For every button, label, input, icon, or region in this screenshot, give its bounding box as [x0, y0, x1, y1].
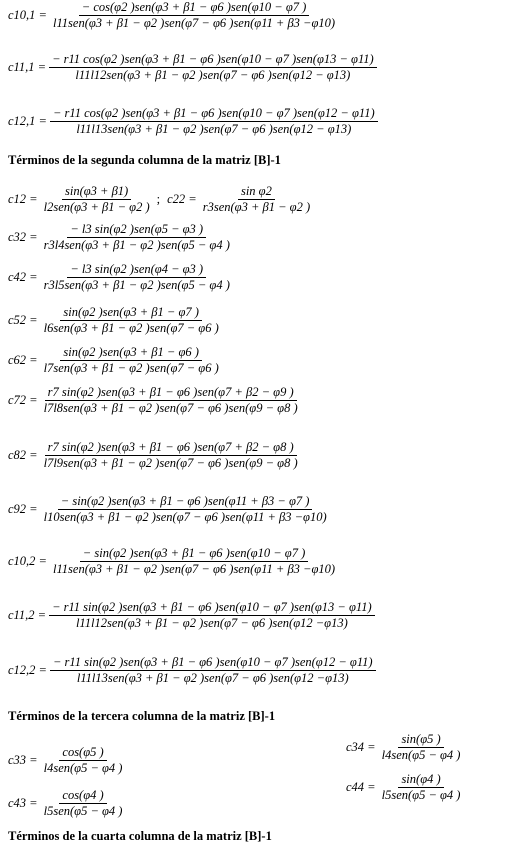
numerator: r7 sin(φ2 )sen(φ3 + β1 − φ6 )sen(φ7 + β2 − φ8 )	[45, 440, 297, 456]
equation-lhs: c11,1 =	[8, 60, 47, 74]
numerator: − l3 sin(φ2 )sen(φ4 − φ3 )	[67, 262, 206, 278]
fraction	[41, 745, 126, 776]
equation-c82	[8, 440, 301, 471]
denominator: r3l5sen(φ3 + β1 − φ2 )sen(φ5 − φ4 )	[43, 278, 230, 292]
equation-c34	[346, 732, 463, 763]
fraction	[41, 345, 222, 376]
fraction	[50, 546, 338, 577]
fraction	[41, 440, 301, 471]
equation-lhs: c92 =	[8, 502, 38, 516]
equation-lhs: c62 =	[8, 353, 38, 367]
fraction	[41, 788, 126, 819]
equation-c72	[8, 385, 301, 416]
numerator: cos(φ4 )	[59, 788, 106, 804]
fraction	[50, 655, 376, 686]
equation-c62	[8, 345, 222, 376]
numerator: − sin(φ2 )sen(φ3 + β1 − φ6 )sen(φ11 + β3 − φ7 )	[58, 494, 313, 510]
denominator: l11sen(φ3 + β1 − φ2 )sen(φ7 − φ6 )sen(φ11 + β3 −φ10)	[52, 16, 336, 30]
equation-c11-1	[8, 52, 377, 83]
denominator: l2sen(φ3 + β1 − φ2 )	[43, 200, 150, 214]
equation-c42	[8, 262, 233, 293]
equation-c12-2	[8, 655, 376, 686]
denominator: l11l13sen(φ3 + β1 − φ2 )sen(φ7 − φ6 )sen(φ12 − φ13)	[76, 122, 352, 136]
equation-lhs: c44 =	[346, 780, 376, 794]
numerator: − r11 cos(φ2 )sen(φ3 + β1 − φ6 )sen(φ10 − φ7 )sen(φ13 − φ11)	[49, 52, 377, 68]
fraction	[379, 772, 464, 803]
equation-lhs: c11,2 =	[8, 608, 47, 622]
numerator: − r11 cos(φ2 )sen(φ3 + β1 − φ6 )sen(φ10 − φ7 )sen(φ12 − φ11)	[50, 106, 378, 122]
fraction	[49, 52, 377, 83]
heading-fourth-column: Términos de la cuarta columna de la matriz [B]-1	[8, 829, 272, 843]
denominator: l10sen(φ3 + β1 − φ2 )sen(φ7 − φ6 )sen(φ11 + β3 −φ10)	[43, 510, 327, 524]
denominator: l5sen(φ5 − φ4 )	[43, 804, 123, 818]
numerator: sin(φ4 )	[398, 772, 443, 788]
denominator: l11sen(φ3 + β1 − φ2 )sen(φ7 − φ6 )sen(φ11 + β3 −φ10)	[52, 562, 336, 576]
denominator: r3l4sen(φ3 + β1 − φ2 )sen(φ5 − φ4 )	[43, 238, 230, 252]
equation-lhs: c82 =	[8, 448, 38, 462]
separator: ;	[156, 192, 161, 206]
fraction	[200, 184, 313, 215]
equation-c44	[346, 772, 463, 803]
denominator: l11l13sen(φ3 + β1 − φ2 )sen(φ7 − φ6 )sen(φ12 −φ13)	[76, 671, 349, 685]
numerator: − sin(φ2 )sen(φ3 + β1 − φ6 )sen(φ10 − φ7 )	[80, 546, 308, 562]
denominator: r3sen(φ3 + β1 − φ2 )	[202, 200, 311, 214]
heading-second-column: Términos de la segunda columna de la matriz [B]-1	[8, 153, 281, 167]
equation-lhs: c10,2 =	[8, 554, 47, 568]
equation-lhs: c12 =	[8, 192, 38, 206]
equation-lhs: c72 =	[8, 393, 38, 407]
fraction	[41, 385, 301, 416]
equation-c92	[8, 494, 330, 525]
equation-c52	[8, 305, 222, 336]
fraction	[41, 184, 153, 215]
denominator: l6sen(φ3 + β1 − φ2 )sen(φ7 − φ6 )	[43, 321, 219, 335]
numerator: r7 sin(φ2 )sen(φ3 + β1 − φ6 )sen(φ7 + β2 − φ9 )	[45, 385, 297, 401]
fraction	[41, 305, 222, 336]
equation-lhs: c52 =	[8, 313, 38, 327]
denominator: l11l12sen(φ3 + β1 − φ2 )sen(φ7 − φ6 )sen(φ12 − φ13)	[75, 68, 351, 82]
denominator: l4sen(φ5 − φ4 )	[43, 761, 123, 775]
equation-c12-c22	[8, 184, 313, 215]
denominator: l5sen(φ5 − φ4 )	[381, 788, 461, 802]
equation-lhs: c32 =	[8, 230, 38, 244]
numerator: sin(φ5 )	[398, 732, 443, 748]
heading-third-column: Términos de la tercera columna de la matriz [B]-1	[8, 709, 276, 723]
denominator: l7l9sen(φ3 + β1 − φ2 )sen(φ7 − φ6 )sen(φ9 − φ8 )	[43, 456, 298, 470]
fraction	[41, 222, 233, 253]
equation-c10-1	[8, 0, 338, 31]
fraction	[41, 262, 233, 293]
numerator: sin(φ2 )sen(φ3 + β1 − φ6 )	[60, 345, 202, 361]
fraction	[379, 732, 464, 763]
equation-lhs: c12,1 =	[8, 114, 47, 128]
numerator: − cos(φ2 )sen(φ3 + β1 − φ6 )sen(φ10 − φ7 )	[79, 0, 310, 16]
equation-c10-2	[8, 546, 338, 577]
fraction	[41, 494, 330, 525]
numerator: sin(φ3 + β1)	[62, 184, 131, 200]
fraction	[49, 600, 375, 631]
equation-lhs: c43 =	[8, 796, 38, 810]
numerator: sin φ2	[238, 184, 275, 200]
denominator: l4sen(φ5 − φ4 )	[381, 748, 461, 762]
equation-c11-2	[8, 600, 375, 631]
numerator: − r11 sin(φ2 )sen(φ3 + β1 − φ6 )sen(φ10 − φ7 )sen(φ13 − φ11)	[49, 600, 375, 616]
denominator: l7l8sen(φ3 + β1 − φ2 )sen(φ7 − φ6 )sen(φ9 − φ8 )	[43, 401, 298, 415]
equation-lhs: c12,2 =	[8, 663, 47, 677]
fraction	[50, 106, 378, 137]
equation-c32	[8, 222, 233, 253]
denominator: l7sen(φ3 + β1 − φ2 )sen(φ7 − φ6 )	[43, 361, 219, 375]
numerator: cos(φ5 )	[59, 745, 106, 761]
numerator: sin(φ2 )sen(φ3 + β1 − φ7 )	[60, 305, 202, 321]
equation-c43	[8, 788, 125, 819]
denominator: l11l12sen(φ3 + β1 − φ2 )sen(φ7 − φ6 )sen(φ12 −φ13)	[75, 616, 348, 630]
numerator: − r11 sin(φ2 )sen(φ3 + β1 − φ6 )sen(φ10 − φ7 )sen(φ12 − φ11)	[50, 655, 376, 671]
equation-lhs: c10,1 =	[8, 8, 47, 22]
equation-lhs: c34 =	[346, 740, 376, 754]
numerator: − l3 sin(φ2 )sen(φ5 − φ3 )	[67, 222, 206, 238]
equation-lhs: c22 =	[167, 192, 197, 206]
equation-lhs: c33 =	[8, 753, 38, 767]
equation-lhs: c42 =	[8, 270, 38, 284]
fraction	[50, 0, 338, 31]
equation-c33	[8, 745, 125, 776]
equation-c12-1	[8, 106, 378, 137]
